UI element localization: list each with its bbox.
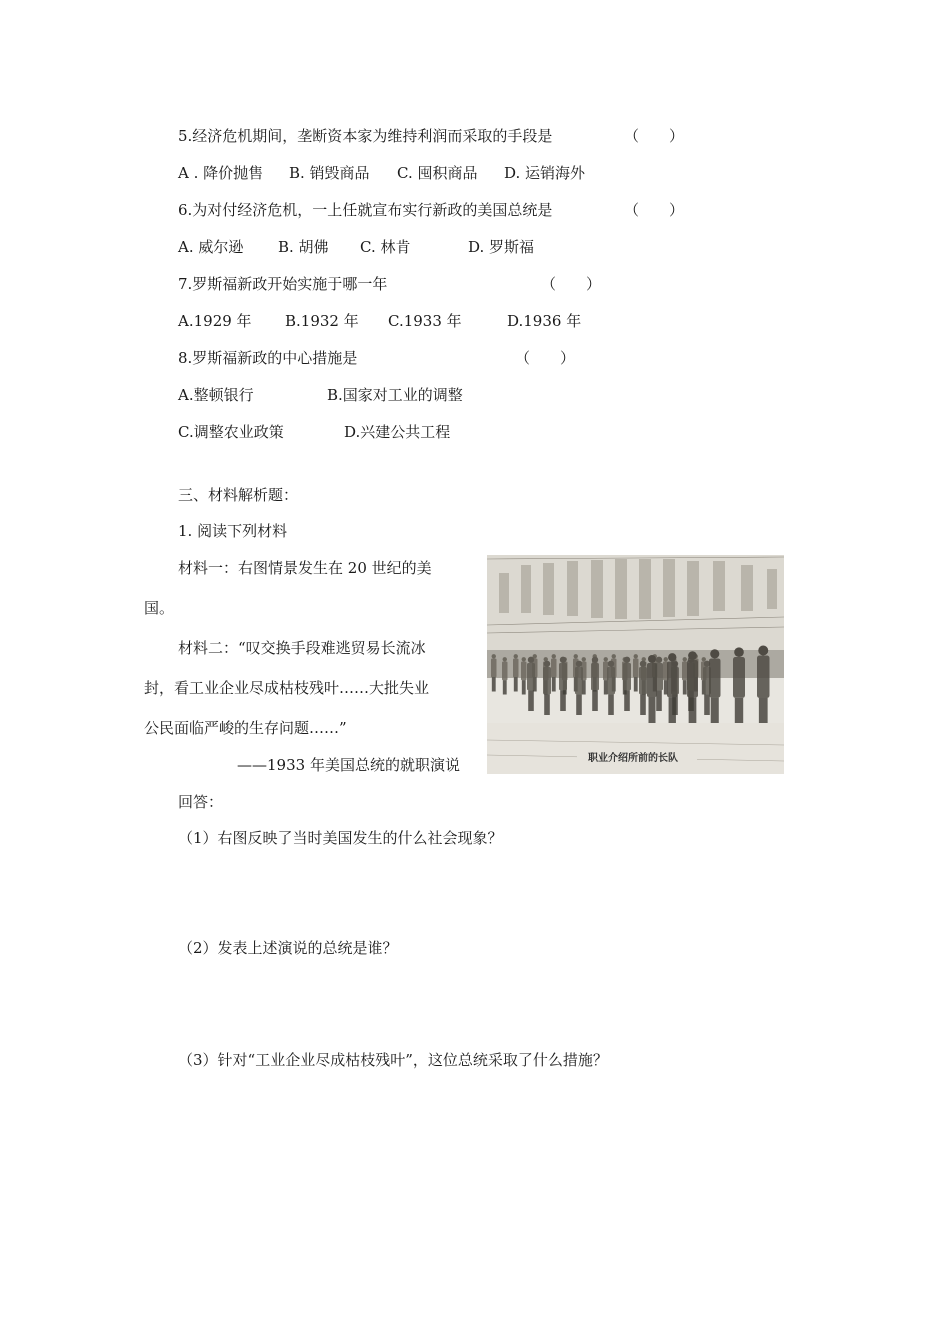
queue-illustration [487, 555, 784, 774]
figure-body [521, 662, 527, 681]
crowd-figure [607, 661, 615, 715]
figure-legs [503, 680, 507, 694]
figure-legs [592, 690, 598, 711]
figure-body [502, 662, 508, 681]
figure-legs [544, 694, 550, 715]
figure-body [757, 656, 770, 699]
figure-legs [552, 677, 556, 691]
crowd-figure [667, 653, 678, 724]
question-8-option-a: A.整顿银行 [178, 386, 254, 404]
question-5-option-d: D. 运销海外 [504, 164, 586, 182]
sub-question-2: （2）发表上述演说的总统是谁？ [178, 939, 398, 957]
question-8-option-c: C.调整农业政策 [178, 423, 284, 441]
figure-body [633, 659, 639, 678]
queue-sketch [487, 555, 784, 774]
figure-body [667, 662, 678, 698]
figure-head [576, 661, 582, 667]
figure-head [560, 657, 566, 663]
crowd-figure [633, 654, 639, 691]
question-6-option-a: A. 威尔逊 [178, 238, 244, 256]
figure-head [758, 646, 768, 656]
figure-head [608, 661, 614, 667]
figure-head [640, 661, 646, 667]
crowd-figure [491, 654, 497, 691]
crowd-figure [543, 661, 551, 715]
crowd-figure [513, 654, 519, 691]
crowd-figure [502, 657, 508, 694]
crowd-figure [591, 657, 599, 711]
figure-body [543, 667, 551, 694]
question-5-option-c: C. 囤积商品 [397, 164, 478, 182]
sub-question-1: （1）右图反映了当时美国发生的什么社会现象？ [178, 829, 503, 847]
question-6-option-c: C. 林肯 [360, 238, 411, 256]
figure-legs [522, 680, 526, 694]
figure-legs [560, 690, 566, 711]
sub-question-3: （3）针对“工业企业尽成枯枝残叶”，这位总统采取了什么措施？ [178, 1051, 608, 1069]
crowd-figure [551, 654, 557, 691]
figure-head [552, 654, 556, 658]
material-1-line-1: 材料一：右图情景发生在 20 世纪的美 [178, 559, 432, 577]
figure-head [710, 649, 719, 658]
crowd-figure [527, 657, 535, 711]
question-7-answer-blank: （ ） [541, 275, 602, 293]
figure-head [648, 655, 656, 663]
figure-head [734, 647, 744, 657]
material-1-line-2: 国。 [144, 599, 175, 617]
question-6-option-b: B. 胡佛 [278, 238, 329, 256]
material-2-line-3: 公民面临严峻的生存问题……” [144, 719, 347, 737]
figure-body [647, 663, 657, 697]
figure-body [491, 659, 497, 678]
crowd-figure [682, 657, 688, 694]
figure-legs [514, 677, 518, 691]
figure-head [664, 657, 668, 661]
crowd-figure [639, 661, 647, 715]
question-7-option-d: D.1936 年 [507, 312, 582, 330]
figure-body [623, 663, 631, 690]
question-8-option-b: B.国家对工业的调整 [327, 386, 463, 404]
figure-head [592, 657, 598, 663]
figure-body [575, 667, 583, 694]
question-6-stem: 6.为对付经济危机，一上任就宣布实行新政的美国总统是 [178, 201, 553, 219]
figure-body [687, 660, 698, 697]
figure-body [551, 659, 557, 678]
figure-head [683, 657, 687, 661]
figure-head [668, 653, 676, 661]
material-2-line-1: 材料二：“叹交换手段难逃贸易长流冰 [178, 639, 426, 657]
crowd-figure [521, 657, 527, 694]
figure-legs [656, 690, 662, 711]
figure-body [527, 663, 535, 690]
figure-head [604, 657, 608, 661]
figure-body [682, 662, 688, 681]
figure-body [607, 667, 615, 694]
figure-body [559, 663, 567, 690]
question-5-answer-blank: （ ） [624, 127, 685, 145]
figure-body [639, 667, 647, 694]
figure-legs [492, 677, 496, 691]
figure-legs [649, 697, 656, 723]
figure-head [574, 654, 578, 658]
crowd-figure [687, 651, 698, 726]
question-6-answer-blank: （ ） [624, 201, 685, 219]
figure-legs [640, 694, 646, 715]
figure-legs [576, 694, 582, 715]
figure-head [612, 654, 616, 658]
figure-body [733, 657, 745, 698]
question-6-option-d: D. 罗斯福 [468, 238, 535, 256]
figure-head [492, 654, 496, 658]
section-3-title: 三、材料解析题： [178, 486, 299, 504]
figure-head [634, 654, 638, 658]
figure-caption: 职业介绍所前的长队 [588, 753, 678, 764]
figure-legs [683, 680, 687, 694]
question-8-option-d: D.兴建公共工程 [344, 423, 451, 441]
figure-legs [634, 677, 638, 691]
crowd-figure [559, 657, 567, 711]
figure-head [624, 657, 630, 663]
material-2-source: ——1933 年美国总统的就职演说 [237, 756, 460, 774]
figure-head [503, 657, 507, 661]
figure-legs [704, 694, 710, 715]
figure-head [702, 657, 706, 661]
question-7-option-a: A.1929 年 [178, 312, 252, 330]
crowd-figure [623, 657, 631, 711]
figure-head [528, 657, 534, 663]
crowd-figure [575, 661, 583, 715]
figure-legs [528, 690, 534, 711]
material-2-line-2: 封，看工业企业尽成枯枝残叶……大批失业 [144, 679, 430, 697]
figure-legs [624, 690, 630, 711]
figure-head [656, 657, 662, 663]
question-7-option-c: C.1933 年 [388, 312, 462, 330]
figure-head [522, 657, 526, 661]
question-7-option-b: B.1932 年 [285, 312, 359, 330]
question-7-stem: 7.罗斯福新政开始实施于哪一年 [178, 275, 388, 293]
question-8-stem: 8.罗斯福新政的中心措施是 [178, 349, 358, 367]
figure-head [514, 654, 518, 658]
figure-legs [669, 697, 676, 724]
crowd-figure [647, 655, 657, 723]
figure-head [688, 651, 697, 660]
figure-body [513, 659, 519, 678]
figure-legs [689, 697, 697, 726]
question-5-option-a: A . 降价抛售 [178, 164, 264, 182]
figure-body [591, 663, 599, 690]
figure-head [544, 661, 550, 667]
section-3-item-1: 1. 阅读下列材料 [178, 522, 288, 540]
question-5-stem: 5.经济危机期间，垄断资本家为维持利润而采取的手段是 [178, 127, 553, 145]
crowd-figure [757, 646, 770, 731]
figure-body [709, 659, 721, 698]
question-5-option-b: B. 销毁商品 [289, 164, 370, 182]
question-8-answer-blank: （ ） [515, 349, 576, 367]
answer-label: 回答： [178, 793, 224, 811]
figure-legs [608, 694, 614, 715]
figure-head [582, 657, 586, 661]
